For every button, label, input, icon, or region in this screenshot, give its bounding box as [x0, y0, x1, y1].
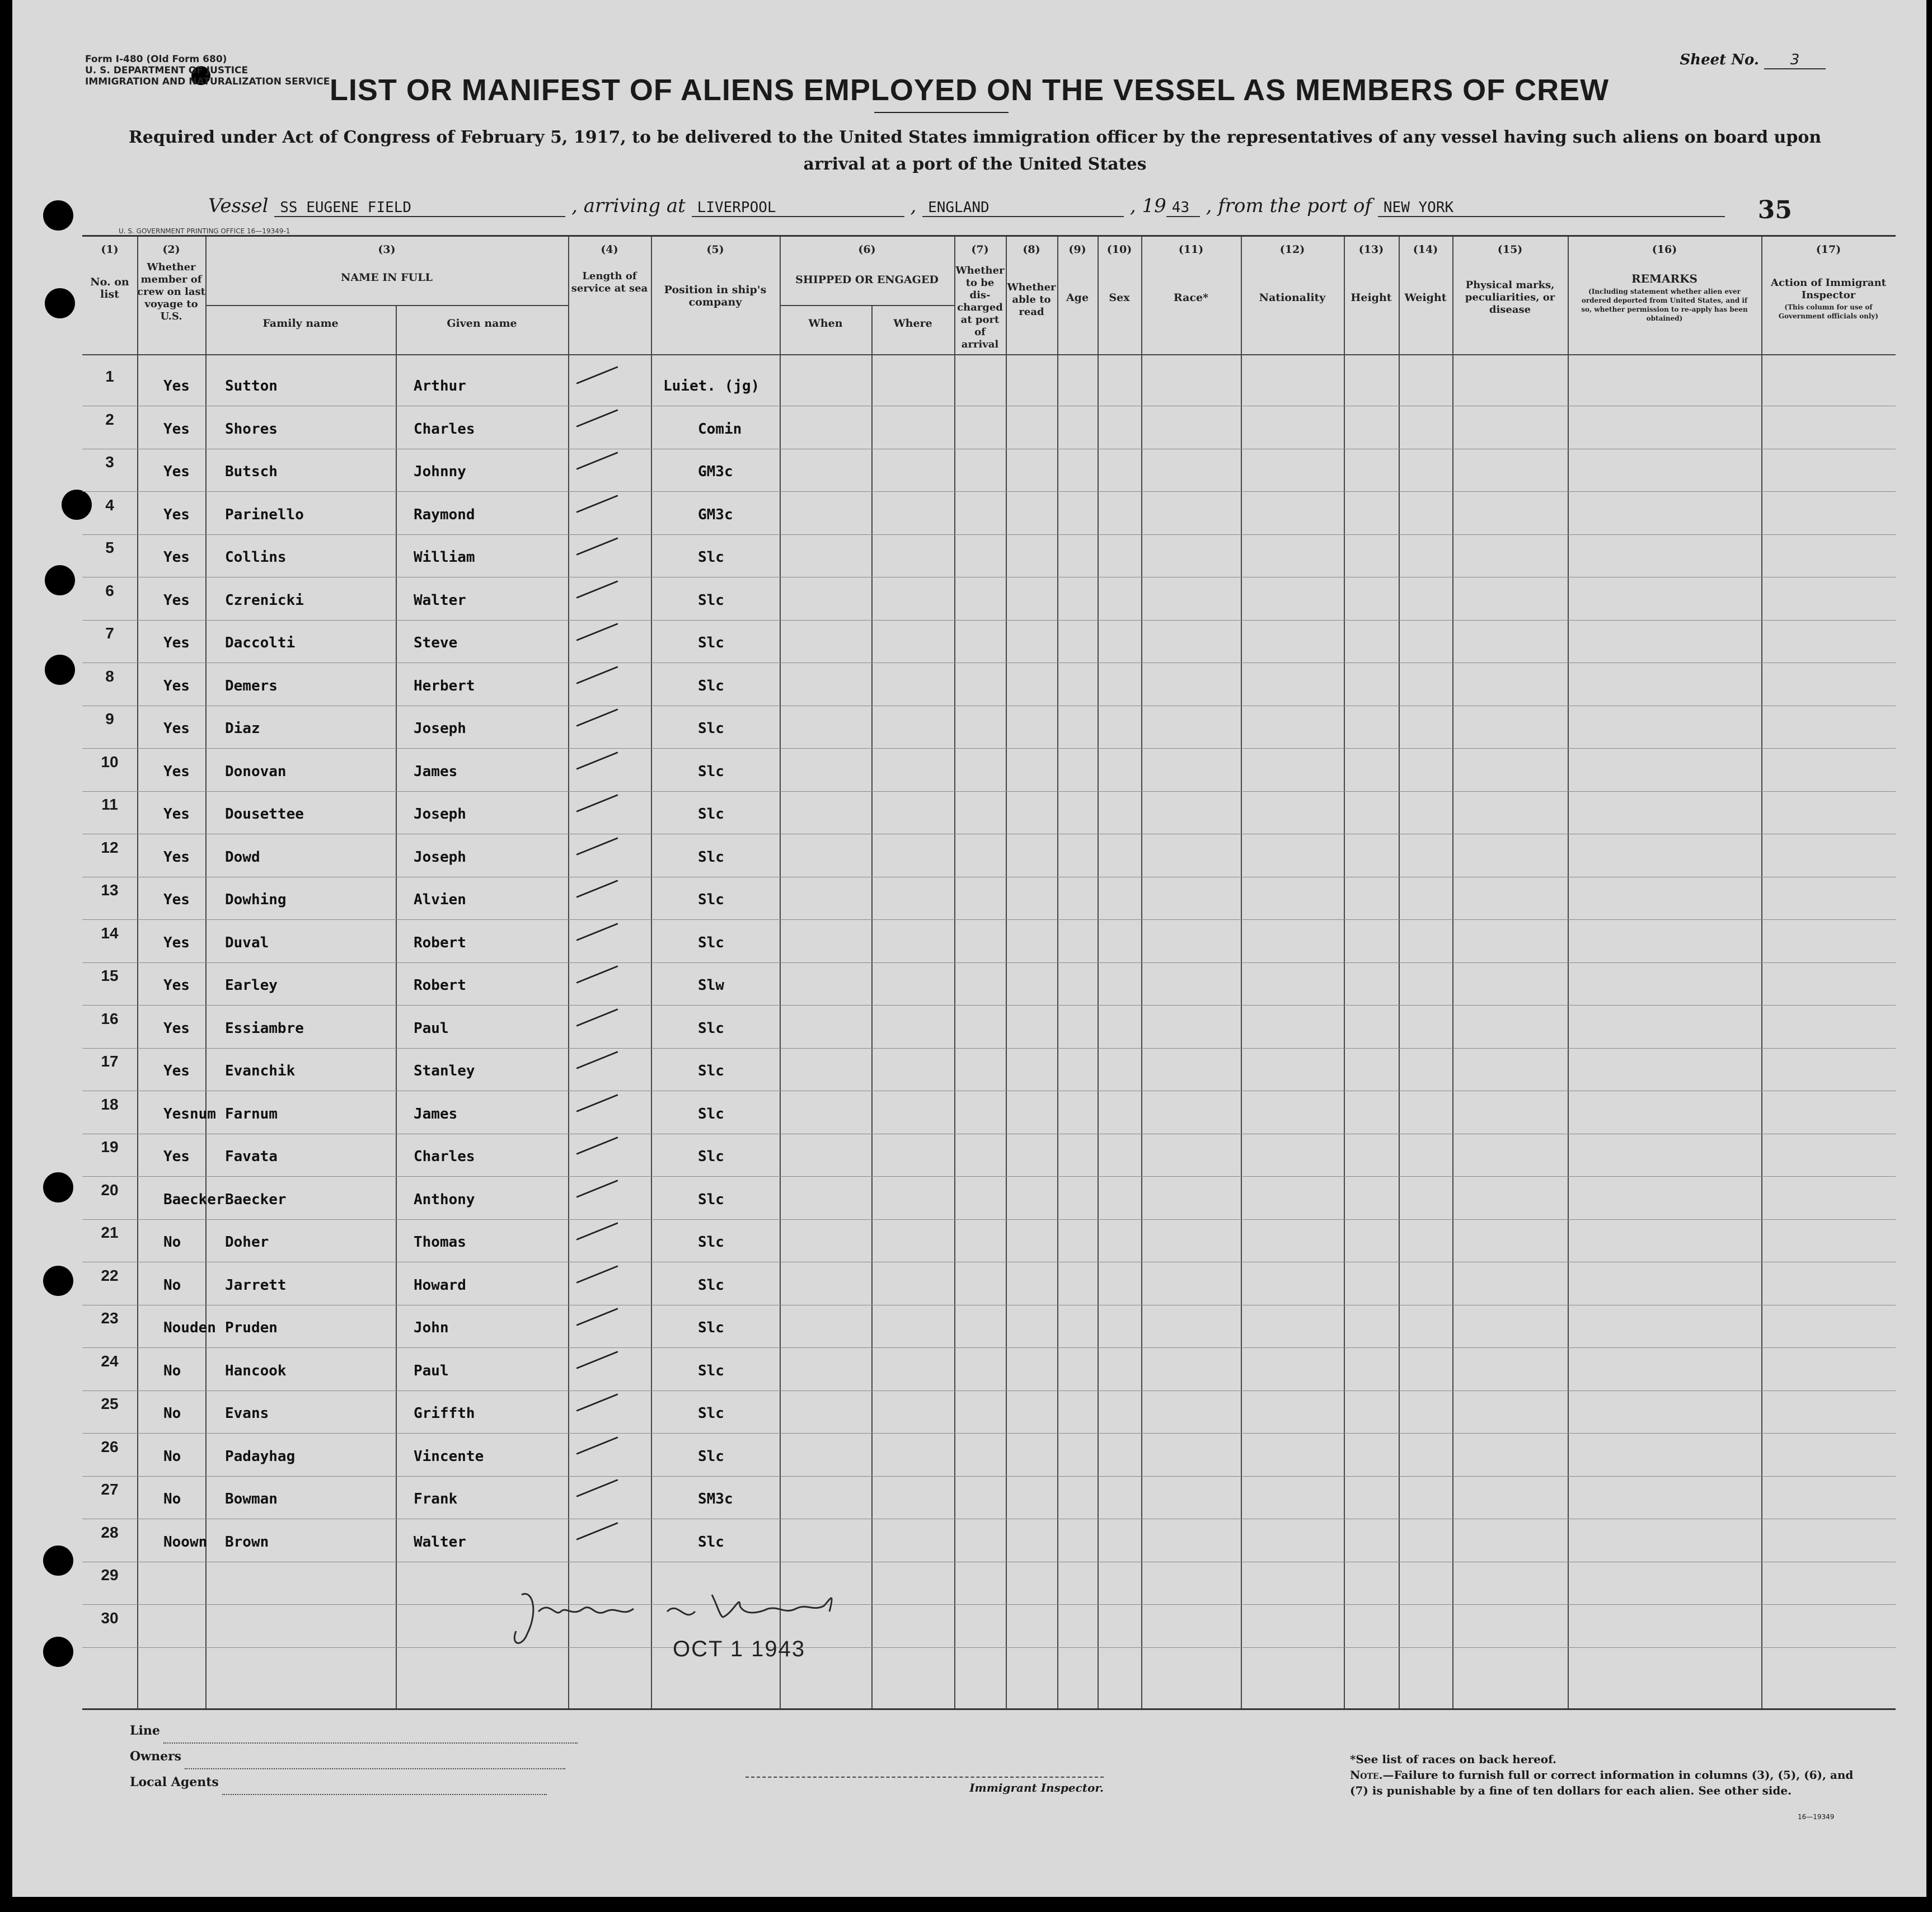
family-name: Baecker — [225, 1191, 287, 1208]
col-header-no: No. on list — [90, 276, 129, 300]
column-number: (15) — [1497, 243, 1523, 256]
table-row — [82, 710, 1896, 763]
sheet-number — [1680, 51, 1826, 69]
family-name: Parinello — [225, 506, 304, 523]
table-row — [82, 881, 1896, 934]
table-row — [82, 581, 1896, 635]
binder-hole — [43, 1545, 73, 1576]
given-name: Charles — [414, 420, 475, 438]
family-name: Evanchik — [225, 1063, 296, 1079]
header-rule — [780, 305, 954, 306]
ship-position: GM3c — [698, 463, 733, 480]
row-number: 23 — [101, 1309, 119, 1327]
table-row — [82, 1395, 1896, 1448]
sheet-label: Sheet No. — [1680, 51, 1759, 68]
row-number: 7 — [105, 624, 114, 642]
table-row — [82, 624, 1896, 678]
member-last-voyage: Yes — [163, 506, 190, 523]
family-name: Pruden — [225, 1319, 278, 1336]
ship-position: Slw — [698, 977, 724, 994]
col-header-where: Where — [893, 317, 932, 330]
col-header-action-note: (This column for use of Government officials only) — [1778, 303, 1879, 320]
family-name: Favata — [225, 1148, 278, 1165]
column-number: (2) — [162, 243, 180, 256]
row-number: 22 — [101, 1266, 119, 1284]
family-name: Daccolti — [225, 635, 296, 651]
ship-position: GM3c — [698, 506, 733, 523]
col-header-member: Whether member of crew on last voyage to U.S. — [137, 261, 205, 322]
table-row — [82, 1181, 1896, 1234]
col-header-race: Race* — [1173, 292, 1209, 304]
given-name: Howard — [414, 1276, 466, 1294]
print-note: U. S. GOVERNMENT PRINTING OFFICE 16—19349-1 — [119, 227, 290, 235]
table-row — [82, 1224, 1896, 1277]
row-number: 2 — [105, 410, 114, 428]
from-label: , from the port of — [1206, 195, 1372, 217]
member-last-voyage: Yes — [163, 934, 190, 951]
row-number: 27 — [101, 1481, 119, 1498]
col-header-given: Given name — [447, 317, 517, 330]
table-row — [82, 539, 1896, 592]
family-name: Hancook — [225, 1362, 287, 1379]
binder-hole — [43, 1172, 73, 1202]
given-name: Herbert — [414, 677, 475, 694]
member-last-voyage: No — [163, 1276, 181, 1294]
col-header-family: Family name — [262, 317, 339, 330]
ship-position: Slc — [698, 1533, 724, 1551]
col-header-when: When — [808, 317, 843, 330]
member-last-voyage: Yes — [163, 720, 190, 737]
table-row — [82, 1095, 1896, 1149]
row-number: 20 — [101, 1181, 119, 1199]
row-number: 17 — [101, 1053, 119, 1070]
ship-position: Slc — [698, 1191, 724, 1208]
row-number: 5 — [105, 539, 114, 556]
form-code: 16—19349 — [1798, 1813, 1835, 1821]
column-number: (16) — [1652, 243, 1677, 256]
given-name: Vincente — [414, 1448, 484, 1465]
row-number: 25 — [101, 1395, 119, 1412]
column-number: (11) — [1178, 243, 1204, 256]
country-value: ENGLAND — [922, 199, 1124, 217]
vessel-line: Vessel SS EUGENE FIELD , arriving at LIVERPOOL , ENGLAND , 19 43 , from the port of NEW YORK — [208, 195, 1820, 217]
given-name: Paul — [414, 1020, 449, 1037]
col-header-marks: Physical marks, peculiarities, or disease — [1465, 279, 1555, 316]
ship-position: Slc — [698, 763, 724, 780]
col-header-remarks-note: (Including statement whether alien ever ordered deported from United States, and if so, whether permission to re-apply has been obtained) — [1581, 288, 1748, 322]
ship-position: Slc — [698, 1148, 724, 1165]
table-row — [82, 1309, 1896, 1363]
table-row — [82, 924, 1896, 978]
ship-position: Slc — [698, 1105, 724, 1122]
col-header-remarks: REMARKS — [1631, 272, 1697, 285]
given-name: James — [414, 763, 458, 780]
family-name: Collins — [225, 549, 287, 566]
family-name: Dousettee — [225, 806, 304, 823]
col-header-name: NAME IN FULL — [341, 271, 433, 284]
given-name: Joseph — [414, 720, 466, 737]
agents-field — [130, 1769, 578, 1795]
table-row — [82, 1566, 1896, 1619]
row-number: 18 — [101, 1095, 119, 1113]
line-label: Line — [130, 1723, 160, 1738]
family-name: Essiambre — [225, 1020, 304, 1037]
table-row — [82, 1609, 1896, 1662]
column-number: (13) — [1358, 243, 1384, 256]
table-row — [82, 1437, 1896, 1491]
col-header-read: Whether able to read — [1007, 281, 1056, 318]
table-row — [82, 1352, 1896, 1406]
year-prefix: 19 — [1142, 195, 1166, 217]
member-last-voyage: Noown — [163, 1533, 208, 1551]
department-name: U. S. DEPARTMENT OF JUSTICE — [85, 65, 248, 76]
table-row — [82, 368, 1896, 421]
member-last-voyage: No — [163, 1362, 181, 1379]
given-name: James — [414, 1105, 458, 1122]
binder-hole — [43, 1266, 73, 1296]
row-number: 10 — [101, 753, 119, 771]
member-last-voyage: Yes — [163, 1020, 190, 1037]
footer-note — [1350, 1751, 1854, 1798]
table-row — [82, 753, 1896, 806]
table-row — [82, 1138, 1896, 1191]
service-name: IMMIGRATION AND NATURALIZATION SERVICE — [85, 76, 330, 87]
given-name: Robert — [414, 934, 466, 951]
table-row — [82, 496, 1896, 549]
family-name: Demers — [225, 677, 278, 694]
family-name: Evans — [225, 1405, 269, 1422]
family-name: Duval — [225, 934, 269, 951]
arriving-value: LIVERPOOL — [692, 199, 904, 217]
row-number: 15 — [101, 967, 119, 984]
row-number: 3 — [105, 453, 114, 471]
vessel-label: Vessel — [208, 195, 269, 217]
column-number: (9) — [1068, 243, 1086, 256]
given-name: Steve — [414, 635, 458, 651]
table-row — [82, 410, 1896, 464]
column-number: (10) — [1106, 243, 1132, 256]
ship-position: Luiet. (jg) — [663, 378, 760, 394]
ship-position: Slc — [698, 891, 724, 908]
given-name: Frank — [414, 1491, 458, 1507]
header-rule — [82, 354, 1896, 355]
family-name: Padayhag — [225, 1448, 296, 1465]
given-name: Raymond — [414, 506, 475, 523]
row-number: 24 — [101, 1352, 119, 1370]
owners-field — [130, 1744, 578, 1769]
row-number: 30 — [101, 1609, 119, 1627]
title-underline — [874, 112, 1009, 113]
row-number: 19 — [101, 1138, 119, 1155]
binder-hole — [45, 288, 75, 318]
col-header-length: Length of service at sea — [571, 270, 648, 294]
member-last-voyage: Yes — [163, 1063, 190, 1079]
form-number: Form I-480 (Old Form 680) — [85, 54, 227, 65]
given-name: Thomas — [414, 1234, 466, 1251]
member-last-voyage: Yes — [163, 677, 190, 694]
table-row — [82, 1523, 1896, 1577]
col-header-age: Age — [1066, 292, 1089, 304]
given-name: Griffth — [414, 1405, 475, 1422]
ship-position: Slc — [698, 1362, 724, 1379]
ship-position: Slc — [698, 720, 724, 737]
ship-position: Slc — [698, 848, 724, 866]
member-last-voyage: No — [163, 1448, 181, 1465]
family-name: Donovan — [225, 763, 287, 780]
note-prefix: Note. — [1350, 1768, 1383, 1782]
table-row — [82, 1053, 1896, 1106]
column-number: (8) — [1023, 243, 1040, 256]
page-subtitle: Required under Act of Congress of February 5, 1917, to be delivered to the United States immigration officer by the representatives of any vessel having such aliens on board upon arrival at a port of the United States — [128, 128, 1822, 174]
family-name: Dowd — [225, 848, 260, 866]
manifest-sheet — [12, 0, 1926, 1897]
column-number: (12) — [1279, 243, 1305, 256]
col-header-shipped: SHIPPED OR ENGAGED — [795, 274, 939, 286]
binder-hole — [45, 655, 75, 685]
ship-position: SM3c — [698, 1491, 733, 1507]
member-last-voyage: Yes — [163, 848, 190, 866]
family-name: Sutton — [225, 378, 278, 394]
family-name: Dowhing — [225, 891, 287, 908]
row-number: 1 — [105, 368, 114, 385]
given-name: Robert — [414, 977, 466, 994]
year-value: 43 — [1166, 199, 1200, 217]
table-row — [82, 967, 1896, 1020]
member-last-voyage: Yes — [163, 763, 190, 780]
race-note: *See list of races on back hereof. — [1350, 1753, 1557, 1766]
page-number: 35 — [1757, 196, 1792, 224]
member-last-voyage: Yes — [163, 463, 190, 480]
table-row — [82, 838, 1896, 892]
member-last-voyage: Nouden — [163, 1319, 216, 1336]
col-header-weight: Weight — [1404, 292, 1447, 304]
given-name: Anthony — [414, 1191, 475, 1208]
col-header-sex: Sex — [1109, 292, 1130, 304]
ship-position: Slc — [698, 1448, 724, 1465]
column-number: (7) — [971, 243, 989, 256]
member-last-voyage: Yes — [163, 635, 190, 651]
table-row — [82, 1266, 1896, 1320]
column-number: (14) — [1413, 243, 1438, 256]
row-number: 21 — [101, 1224, 119, 1241]
col-header-action: Action of Immigrant Inspector — [1771, 277, 1886, 301]
row-number: 8 — [105, 667, 114, 685]
col-header-height: Height — [1350, 292, 1392, 304]
given-name: Walter — [414, 1533, 466, 1551]
col-header-nationality: Nationality — [1259, 292, 1326, 304]
column-number: (3) — [378, 243, 396, 256]
family-name: Butsch — [225, 463, 278, 480]
column-number: (4) — [601, 243, 618, 256]
ship-position: Slc — [698, 1319, 724, 1336]
line-field — [130, 1718, 578, 1744]
given-name: Joseph — [414, 848, 466, 866]
family-name: Doher — [225, 1234, 269, 1251]
member-last-voyage: No — [163, 1234, 181, 1251]
family-name: Earley — [225, 977, 278, 994]
date-stamp: OCT 1 1943 — [673, 1637, 806, 1661]
table-row — [82, 796, 1896, 849]
ship-position: Slc — [698, 549, 724, 566]
family-name: Bowman — [225, 1491, 278, 1507]
given-name: Joseph — [414, 806, 466, 823]
family-name: Farnum — [225, 1105, 278, 1122]
col-header-position: Position in ship's company — [664, 284, 767, 308]
member-last-voyage: Baecker — [163, 1191, 225, 1208]
given-name: Stanley — [414, 1063, 475, 1079]
ship-position: Slc — [698, 591, 724, 609]
ship-position: Slc — [698, 806, 724, 823]
given-name: Johnny — [414, 463, 466, 480]
row-number: 9 — [105, 710, 114, 727]
table-row — [82, 667, 1896, 721]
ship-position: Comin — [698, 420, 742, 438]
header-rule — [205, 305, 568, 306]
row-number: 4 — [105, 496, 114, 514]
member-last-voyage: Yes — [163, 378, 190, 394]
member-last-voyage: Yes — [163, 1148, 190, 1165]
ship-position: Slc — [698, 934, 724, 951]
given-name: William — [414, 549, 475, 566]
binder-hole — [45, 565, 75, 595]
footer-fields — [130, 1718, 578, 1795]
row-number: 26 — [101, 1437, 119, 1455]
page-title: LIST OR MANIFEST OF ALIENS EMPLOYED ON THE VESSEL AS MEMBERS OF CREW — [329, 73, 1610, 107]
family-name: Jarrett — [225, 1276, 287, 1294]
family-name: Shores — [225, 420, 278, 438]
family-name: Brown — [225, 1533, 269, 1551]
member-last-voyage: Yes — [163, 420, 190, 438]
arriving-label: , arriving at — [571, 195, 686, 217]
member-last-voyage: Yes — [163, 977, 190, 994]
column-number: (5) — [706, 243, 724, 256]
service-tick-mark — [576, 366, 618, 384]
row-number: 16 — [101, 1009, 119, 1027]
immigrant-inspector-line: Immigrant Inspector. — [745, 1777, 1104, 1794]
row-number: 6 — [105, 581, 114, 599]
binder-hole — [43, 1637, 73, 1667]
given-name: Charles — [414, 1148, 475, 1165]
table-row — [82, 1009, 1896, 1063]
vessel-value: SS EUGENE FIELD — [274, 199, 565, 217]
given-name: John — [414, 1319, 449, 1336]
ship-position: Slc — [698, 1405, 724, 1422]
row-number: 12 — [101, 838, 119, 856]
ship-position: Slc — [698, 677, 724, 694]
ship-position: Slc — [698, 1063, 724, 1079]
column-number: (1) — [101, 243, 119, 256]
member-last-voyage: Yes — [163, 806, 190, 823]
note-text: —Failure to furnish full or correct information in columns (3), (5), (6), and (7) is punishable by a fine of ten dollars for each alien. See other side. — [1350, 1768, 1854, 1797]
given-name: Walter — [414, 591, 466, 609]
ship-position: Slc — [698, 1020, 724, 1037]
row-number: 14 — [101, 924, 119, 942]
row-number: 28 — [101, 1523, 119, 1541]
table-row — [82, 453, 1896, 506]
given-name: Arthur — [414, 378, 466, 394]
owners-label: Owners — [130, 1749, 182, 1764]
member-last-voyage: Yesnum — [163, 1105, 216, 1122]
row-number: 13 — [101, 881, 119, 899]
column-number: (17) — [1816, 243, 1841, 256]
table-row — [82, 1481, 1896, 1534]
member-last-voyage: No — [163, 1491, 181, 1507]
row-number: 29 — [101, 1566, 119, 1584]
family-name: Diaz — [225, 720, 260, 737]
member-last-voyage: Yes — [163, 591, 190, 609]
sheet-value: 3 — [1764, 51, 1826, 69]
family-name: Czrenicki — [225, 591, 304, 609]
binder-hole — [43, 200, 73, 231]
ship-position: Slc — [698, 1234, 724, 1251]
given-name: Alvien — [414, 891, 466, 908]
ship-position: Slc — [698, 635, 724, 651]
member-last-voyage: No — [163, 1405, 181, 1422]
member-last-voyage: Yes — [163, 891, 190, 908]
ship-position: Slc — [698, 1276, 724, 1294]
from-port-value: NEW YORK — [1378, 199, 1725, 217]
agents-label: Local Agents — [130, 1775, 219, 1789]
row-number: 11 — [101, 796, 118, 813]
given-name: Paul — [414, 1362, 449, 1379]
column-number: (6) — [858, 243, 876, 256]
crew-table — [82, 235, 1896, 1710]
col-header-discharged: Whether to be dis-charged at port of arrival — [955, 265, 1005, 350]
member-last-voyage: Yes — [163, 549, 190, 566]
